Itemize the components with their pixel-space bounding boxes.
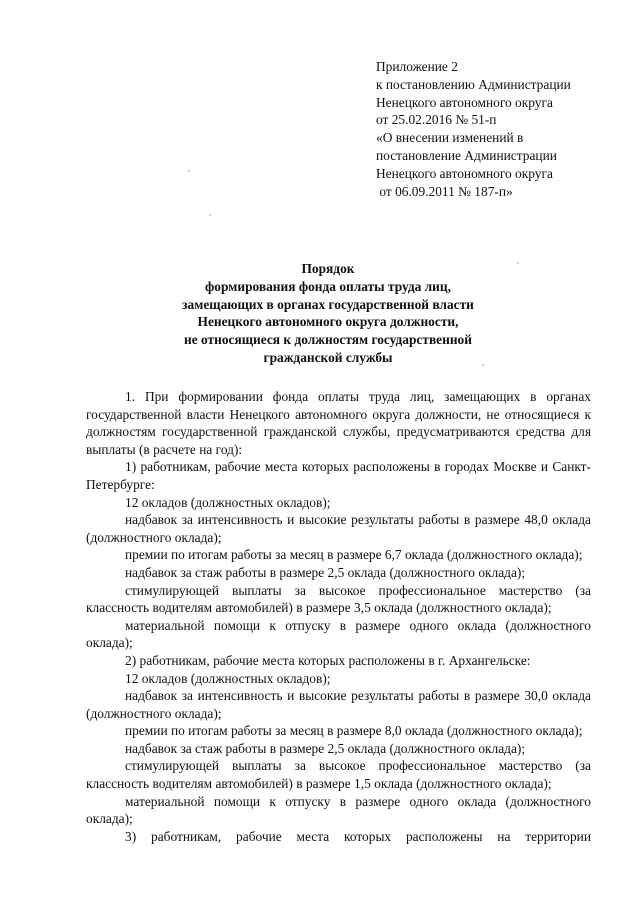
- appendix-line: «О внесении изменений в: [376, 130, 524, 146]
- document-body: [86, 388, 591, 845]
- paragraph: 3) работникам, рабочие места которых расположены на территории: [125, 828, 591, 844]
- appendix-line: Приложение 2: [376, 59, 458, 74]
- paragraph: надбавок за стаж работы в размере 2,5 оклада (должностного оклада);: [125, 564, 526, 580]
- title-line: Ненецкого автономного округа должности,: [197, 314, 459, 330]
- appendix-line: Ненецкого автономного округа: [376, 165, 553, 181]
- paragraph: надбавок за интенсивность и высокие результаты работы в размере 30,0 оклада (должностного оклада);: [86, 688, 591, 721]
- title-line: Порядок: [301, 261, 355, 276]
- paragraph: 1. При формировании фонда оплаты труда лиц, замещающих в органах государственной власти Ненецкого автономного округа должности, не относящиеся к должностям государственной гражданской службы, предусматриваются средства для выплаты (в расчете на год):: [86, 389, 591, 457]
- title-line: не относящиеся к должностям государственной: [184, 332, 472, 348]
- paragraph: премии по итогам работы за месяц в размере 6,7 оклада (должностного оклада);: [125, 547, 583, 563]
- document-title: [86, 260, 570, 367]
- appendix-line: от 25.02.2016 № 51-п: [376, 112, 497, 128]
- title-line: замещающих в органах государственной власти: [182, 296, 474, 312]
- paragraph: 12 окладов (должностных окладов);: [125, 670, 331, 686]
- scan-speck: [517, 262, 519, 264]
- appendix-line: постановление Администрации: [376, 147, 557, 163]
- scan-speck: [482, 364, 484, 366]
- paragraph: материальной помощи к отпуску в размере одного оклада (должностного оклада);: [86, 617, 591, 651]
- appendix-line: Ненецкого автономного округа: [376, 94, 553, 110]
- paragraph: премии по итогам работы за месяц в размере 8,0 оклада (должностного оклада);: [125, 723, 583, 739]
- paragraph: стимулирующей выплаты за высокое профессиональное мастерство (за классность водителям автомобилей) в размере 3,5 оклада (должностного оклада);: [86, 582, 591, 616]
- scan-speck: [209, 214, 211, 216]
- paragraph: стимулирующей выплаты за высокое профессиональное мастерство (за классность водителям автомобилей) в размере 1,5 оклада (должностного оклада);: [86, 758, 591, 792]
- title-line: формирования фонда оплаты труда лиц,: [205, 278, 451, 294]
- paragraph: материальной помощи к отпуску в размере одного оклада (должностного оклада);: [86, 793, 591, 827]
- paragraph: 2) работникам, рабочие места которых расположены в г. Архангельске:: [125, 652, 531, 668]
- appendix-header: [376, 58, 626, 200]
- paragraph: надбавок за стаж работы в размере 2,5 оклада (должностного оклада);: [125, 740, 526, 756]
- appendix-line: от 06.09.2011 № 187-п»: [376, 183, 513, 199]
- appendix-line: к постановлению Администрации: [376, 76, 571, 92]
- paragraph: 1) работникам, рабочие места которых расположены в городах Москве и Санкт-Петербурге:: [86, 459, 591, 492]
- paragraph: надбавок за интенсивность и высокие результаты работы в размере 48,0 оклада (должностного оклада);: [86, 512, 591, 545]
- scan-speck: [188, 170, 190, 172]
- title-line: гражданской службы: [263, 349, 393, 365]
- paragraph: 12 окладов (должностных окладов);: [125, 494, 331, 510]
